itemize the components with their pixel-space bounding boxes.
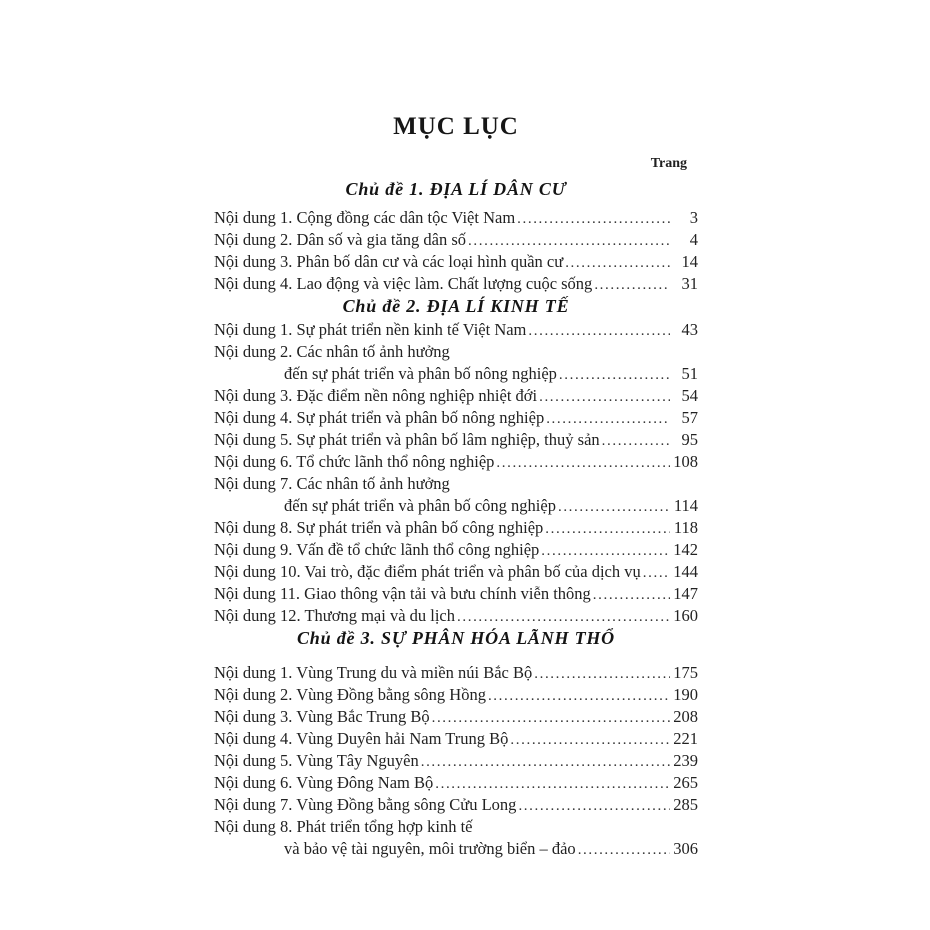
toc-entry-label: Nội dung 12. Thương mại và du lịch — [214, 606, 456, 625]
toc-entry-label: Nội dung 6. Tổ chức lãnh thổ nông nghiệp — [214, 452, 495, 471]
dot-leader — [539, 385, 670, 408]
toc-entry-page: 118 — [673, 518, 698, 537]
toc-entry-label: Nội dung 10. Vai trò, đặc điểm phát triển và phân bố của dịch vụ — [214, 562, 641, 581]
toc-entry-label: Nội dung 2. Vùng Đồng bằng sông Hồng — [214, 685, 486, 704]
toc-entry-page: 142 — [673, 540, 698, 559]
toc-entry-label: Nội dung 9. Vấn đề tổ chức lãnh thổ công nghiệp — [214, 540, 540, 559]
toc-entry-page: 31 — [681, 274, 698, 293]
toc-entry-continuation — [214, 838, 698, 860]
page-number-column-header: Trang — [650, 156, 687, 171]
dot-leader — [510, 728, 670, 751]
toc-entry — [214, 385, 698, 407]
toc-entry-label: Nội dung 3. Phân bố dân cư và các loại hình quần cư — [214, 252, 564, 271]
toc-entry-label: Nội dung 11. Giao thông vận tải và bưu chính viễn thông — [214, 584, 591, 603]
toc-entry-page: 306 — [673, 839, 698, 858]
toc-entry-page: 4 — [689, 230, 698, 249]
toc-entry — [214, 539, 698, 561]
dot-leader — [643, 561, 670, 584]
toc-entry-page: 147 — [673, 584, 698, 603]
toc-entry — [214, 816, 698, 838]
dot-leader — [594, 273, 670, 296]
toc-entry — [214, 583, 698, 605]
section-heading-2: Chủ đề 2. ĐỊA LÍ KINH TẾ — [342, 296, 570, 316]
toc-entry-label: đến sự phát triển và phân bố nông nghiệp — [284, 364, 557, 383]
toc-entry-page: 57 — [681, 408, 698, 427]
dot-leader — [435, 772, 670, 795]
dot-leader — [517, 207, 670, 230]
toc-entry — [214, 207, 698, 229]
toc-entry-page: 95 — [681, 430, 698, 449]
toc-entry — [214, 684, 698, 706]
dot-leader — [468, 229, 670, 252]
toc-entry-label: Nội dung 1. Sự phát triển nền kinh tế Việt Nam — [214, 320, 527, 339]
dot-leader — [534, 662, 670, 685]
toc-entry-page: 3 — [689, 208, 698, 227]
toc-entry — [214, 341, 698, 363]
dot-leader — [593, 583, 670, 606]
toc-entry — [214, 605, 698, 627]
toc-entry — [214, 273, 698, 295]
section-heading-1: Chủ đề 1. ĐỊA LÍ DÂN CƯ — [345, 179, 567, 199]
toc-entry-page: 51 — [681, 364, 698, 383]
toc-entry-label: Nội dung 7. Các nhân tố ảnh hưởng — [214, 474, 450, 493]
toc-entry-page: 160 — [673, 606, 698, 625]
toc-entry — [214, 251, 698, 273]
toc-entry-page: 144 — [673, 562, 698, 581]
dot-leader — [488, 684, 670, 707]
dot-leader — [457, 605, 670, 628]
toc-entry-page: 239 — [673, 751, 698, 770]
toc-entry-page: 221 — [673, 729, 698, 748]
toc-entry-page: 190 — [673, 685, 698, 704]
dot-leader — [559, 363, 670, 386]
toc-entry-label: Nội dung 5. Sự phát triển và phân bố lâm nghiệp, thuỷ sản — [214, 430, 600, 449]
toc-entry — [214, 319, 698, 341]
toc-entry — [214, 662, 698, 684]
dot-leader — [421, 750, 670, 773]
dot-leader — [578, 838, 670, 861]
toc-entry — [214, 794, 698, 816]
dot-leader — [565, 251, 670, 274]
toc-entry-continuation — [214, 495, 698, 517]
toc-entry — [214, 728, 698, 750]
toc-entry-page: 285 — [673, 795, 698, 814]
toc-entry-label: Nội dung 1. Vùng Trung du và miền núi Bắc Bộ — [214, 663, 533, 682]
toc-content-column — [214, 0, 698, 860]
toc-entry-label: Nội dung 6. Vùng Đông Nam Bộ — [214, 773, 434, 792]
toc-entry-label: đến sự phát triển và phân bố công nghiệp — [284, 496, 556, 515]
dot-leader — [432, 706, 670, 729]
dot-leader — [545, 517, 670, 540]
page-title: MỤC LỤC — [393, 113, 519, 140]
toc-entry-page: 54 — [681, 386, 698, 405]
toc-entry-label: Nội dung 1. Cộng đồng các dân tộc Việt Nam — [214, 208, 516, 227]
toc-entry-page: 14 — [681, 252, 698, 271]
toc-entry-label: Nội dung 3. Vùng Bắc Trung Bộ — [214, 707, 430, 726]
toc-entry — [214, 229, 698, 251]
toc-entry-page: 175 — [673, 663, 698, 682]
toc-entry-label: Nội dung 8. Sự phát triển và phân bố công nghiệp — [214, 518, 544, 537]
toc-entry-page: 265 — [673, 773, 698, 792]
toc-entry-page: 108 — [673, 452, 698, 471]
toc-entry — [214, 407, 698, 429]
toc-entry — [214, 706, 698, 728]
toc-entry — [214, 517, 698, 539]
toc-entry-page: 43 — [681, 320, 698, 339]
section-2-entries — [214, 319, 698, 627]
toc-entry-label: Nội dung 2. Các nhân tố ảnh hưởng — [214, 342, 450, 361]
dot-leader — [558, 495, 670, 518]
dot-leader — [518, 794, 670, 817]
toc-entry-page: 208 — [673, 707, 698, 726]
toc-entry-label: và bảo vệ tài nguyên, môi trường biển – đảo — [284, 839, 576, 858]
section-heading-3: Chủ đề 3. SỰ PHÂN HÓA LÃNH THỔ — [297, 628, 615, 648]
toc-entry — [214, 561, 698, 583]
toc-entry — [214, 473, 698, 495]
toc-entry-label: Nội dung 3. Đặc điểm nền nông nghiệp nhiệt đới — [214, 386, 538, 405]
toc-entry-continuation — [214, 363, 698, 385]
section-1-entries — [214, 207, 698, 295]
dot-leader — [602, 429, 670, 452]
toc-entry-label: Nội dung 4. Sự phát triển và phân bố nông nghiệp — [214, 408, 545, 427]
toc-entry-label: Nội dung 4. Lao động và việc làm. Chất lượng cuộc sống — [214, 274, 593, 293]
toc-entry — [214, 429, 698, 451]
toc-entry — [214, 750, 698, 772]
toc-entry-label: Nội dung 5. Vùng Tây Nguyên — [214, 751, 419, 770]
toc-entry — [214, 772, 698, 794]
toc-entry — [214, 451, 698, 473]
toc-entry-label: Nội dung 4. Vùng Duyên hải Nam Trung Bộ — [214, 729, 509, 748]
dot-leader — [528, 319, 670, 342]
toc-entry-label: Nội dung 7. Vùng Đồng bằng sông Cửu Long — [214, 795, 517, 814]
dot-leader — [541, 539, 670, 562]
dot-leader — [496, 451, 670, 474]
toc-entry-label: Nội dung 2. Dân số và gia tăng dân số — [214, 230, 467, 249]
section-3-entries — [214, 662, 698, 860]
toc-entry-page: 114 — [673, 496, 698, 515]
toc-entry-label: Nội dung 8. Phát triển tổng hợp kinh tế — [214, 817, 473, 836]
dot-leader — [546, 407, 670, 430]
